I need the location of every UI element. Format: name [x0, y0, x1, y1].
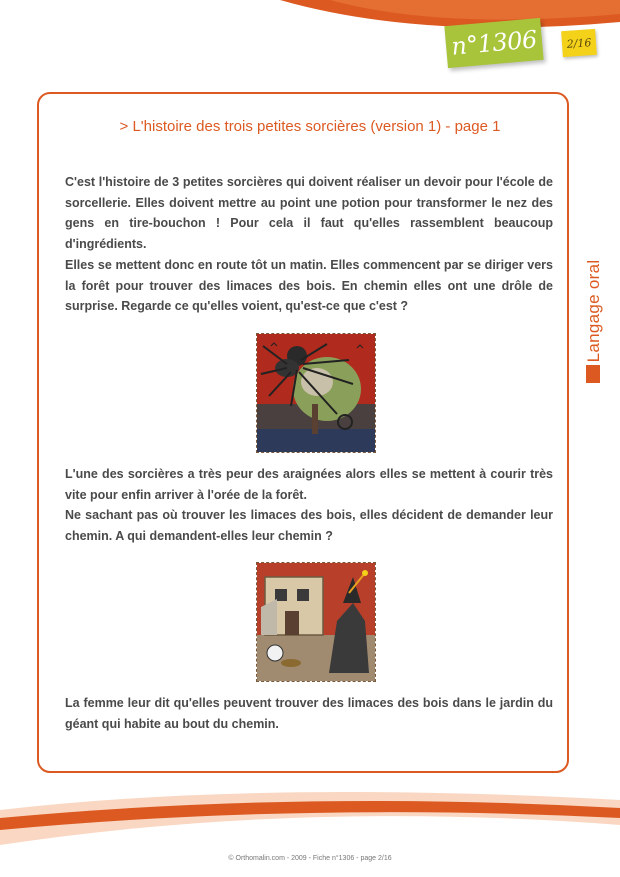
story-paragraph: Elles se mettent donc en route tôt un matin. Elles commencent par se diriger vers la forêt pour trouver des limaces des bois. En chemin elles ont une drôle de surprise. Regarde ce qu'elles voient, qu'est-ce que c'est ?	[65, 257, 553, 314]
sheet-number-tag	[444, 18, 543, 68]
spider-drawing	[257, 334, 375, 452]
story-paragraph: La femme leur dit qu'elles peuvent trouver des limaces des bois dans le jardin du géant qui habite au bout du chemin.	[65, 696, 553, 731]
story-block-1	[65, 172, 553, 317]
sheet-number: n°1306	[450, 25, 538, 61]
category-marker	[586, 365, 600, 383]
house-witch-illustration	[256, 562, 376, 682]
story-block-2	[65, 464, 553, 547]
house-witch-drawing	[257, 563, 375, 681]
page-footer: © Orthomalin.com - 2009 - Fiche n°1306 - page 2/16	[228, 855, 392, 862]
story-paragraph: C'est l'histoire de 3 petites sorcières qui doivent réaliser un devoir pour l'école de sorcellerie. Elles doivent mettre au point une potion pour transformer le nez des gens en tire-bouchon ! Pour cela il faut qu'elles rassemblent beaucoup d'ingrédients.	[65, 175, 553, 252]
spider-illustration	[256, 333, 376, 453]
page-title: > L'histoire des trois petites sorcières (version 1) - page 1	[119, 118, 501, 135]
page-badge-text: 2/16	[566, 35, 592, 51]
story-paragraph: L'une des sorcières a très peur des araignées alors elles se mettent à courir très vite pour enfin arriver à l'orée de la forêt.	[65, 467, 553, 502]
category-label	[584, 236, 604, 386]
story-block-3	[65, 693, 553, 734]
story-paragraph: Ne sachant pas où trouver les limaces des bois, elles décident de demander leur chemin. A qui demandent-elles leur chemin ?	[65, 508, 553, 544]
page-badge	[561, 29, 597, 57]
category-label-text: Langage oral	[584, 259, 603, 363]
